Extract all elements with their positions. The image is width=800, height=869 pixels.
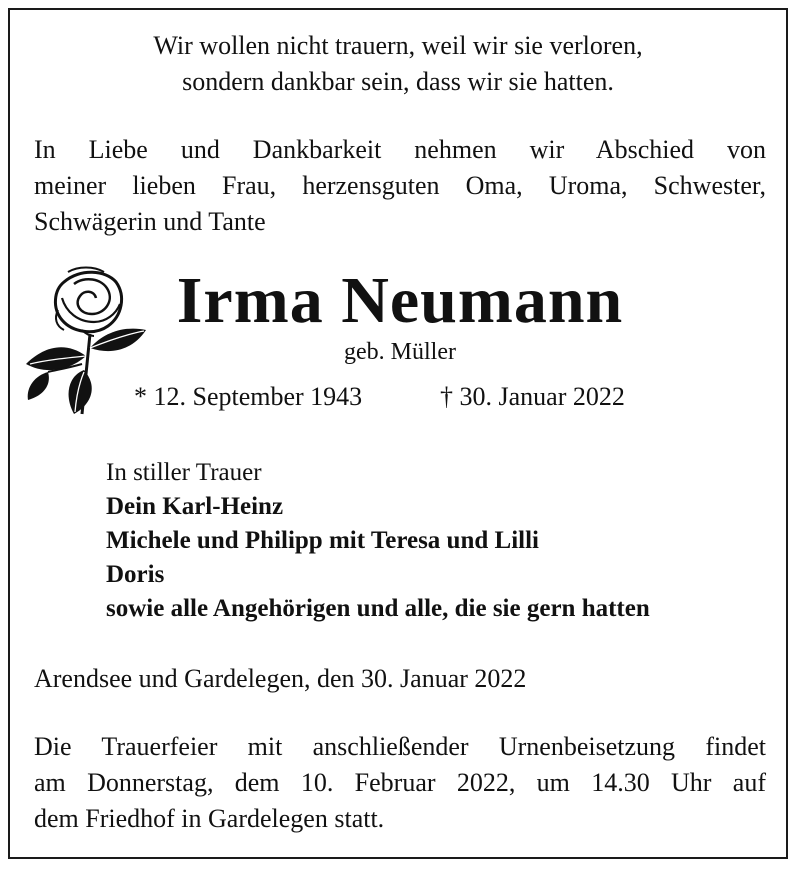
- funeral-line-1: Die Trauerfeier mit anschließender Urnenbeisetzung findet: [34, 732, 766, 761]
- funeral-line-2: am Donnerstag, dem 10. Februar 2022, um 14.30 Uhr auf: [34, 768, 766, 797]
- intro-text: [34, 132, 766, 240]
- funeral-info: [34, 729, 766, 837]
- mourners: [106, 456, 786, 626]
- maiden-name: geb. Müller: [344, 339, 456, 365]
- mourner-name: Michele und Philipp mit Teresa und Lilli: [106, 527, 539, 554]
- place-date: Arendsee und Gardelegen, den 30. Januar 2022: [34, 664, 527, 693]
- mourner-name: Dein Karl-Heinz: [106, 493, 284, 520]
- mourner-name: Doris: [106, 561, 165, 588]
- motto: [0, 28, 796, 100]
- motto-line-2: sondern dankbar sein, dass wir sie hatten.: [182, 67, 614, 96]
- intro-line-3: Schwägerin und Tante: [34, 207, 266, 236]
- mourners-intro: In stiller Trauer: [106, 459, 262, 486]
- deceased-name: Irma Neumann: [176, 264, 624, 337]
- life-dates: [134, 380, 694, 414]
- death-date: † 30. Januar 2022: [440, 382, 625, 411]
- birth-date: * 12. September 1943: [134, 382, 363, 411]
- motto-line-1: Wir wollen nicht trauern, weil wir sie verloren,: [153, 31, 643, 60]
- rose-icon: [24, 264, 150, 416]
- intro-line-2: meiner lieben Frau, herzensguten Oma, Uroma, Schwester,: [34, 171, 766, 200]
- funeral-line-3: dem Friedhof in Gardelegen statt.: [34, 804, 385, 833]
- mourner-name: sowie alle Angehörigen und alle, die sie gern hatten: [106, 595, 650, 622]
- intro-line-1: In Liebe und Dankbarkeit nehmen wir Abschied von: [34, 135, 766, 164]
